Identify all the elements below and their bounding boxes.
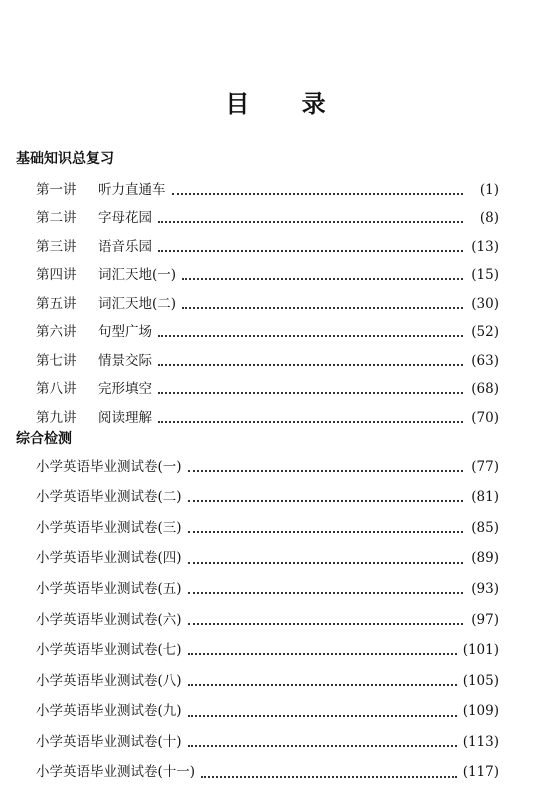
dot-leader (158, 249, 463, 252)
toc-entry[interactable] (0, 233, 551, 262)
lecture-number: 第六讲 (36, 324, 77, 340)
toc-entry[interactable] (0, 727, 551, 758)
toc-entry[interactable] (0, 205, 551, 234)
dot-leader (188, 561, 463, 564)
entry-title: 字母花园 (98, 210, 152, 226)
page-number: (68) (471, 381, 499, 397)
page-number: (89) (471, 550, 499, 567)
page-number: (15) (471, 267, 499, 283)
lecture-number: 第八讲 (36, 381, 77, 397)
page-number: (81) (471, 489, 499, 506)
dot-leader (158, 334, 463, 337)
dot-leader (182, 277, 463, 280)
dot-leader (188, 530, 463, 533)
dot-leader (188, 469, 463, 472)
dot-leader (188, 683, 457, 686)
page-number: (109) (462, 703, 499, 720)
entry-title: 词汇天地(二) (98, 295, 177, 312)
dot-leader (158, 420, 463, 423)
page-number: (1) (479, 181, 499, 198)
entry-title: 听力直通车 (98, 181, 166, 198)
lecture-number: 第二讲 (36, 210, 77, 226)
toc-entry[interactable] (0, 347, 551, 376)
page-number: (105) (462, 672, 499, 689)
dot-leader (188, 499, 463, 502)
toc-list-basic-review (0, 176, 551, 433)
dot-leader (188, 591, 463, 594)
dot-leader (188, 652, 457, 655)
page-number: (85) (471, 519, 499, 536)
page-number: (93) (471, 580, 499, 597)
dot-leader (188, 714, 457, 717)
lecture-number: 第五讲 (36, 295, 77, 312)
dot-leader (158, 220, 463, 223)
entry-title: 语音乐园 (98, 238, 152, 255)
page-number: (13) (471, 238, 499, 255)
dot-leader (182, 306, 463, 309)
toc-entry[interactable] (0, 319, 551, 348)
toc-entry[interactable] (0, 574, 551, 605)
dot-leader (172, 192, 464, 195)
toc-entry[interactable] (0, 605, 551, 636)
lecture-number: 第七讲 (36, 352, 77, 369)
page-number: (113) (462, 733, 499, 750)
toc-entry[interactable] (0, 758, 551, 789)
entry-title: 词汇天地(一) (98, 267, 177, 283)
lecture-number: 第三讲 (36, 238, 77, 255)
toc-entry[interactable] (0, 483, 551, 514)
toc-entry[interactable] (0, 697, 551, 728)
page-number: (101) (462, 642, 499, 659)
page-number: (52) (471, 324, 499, 340)
entry-title: 完形填空 (98, 381, 152, 397)
entry-title: 小学英语毕业测试卷(四) (36, 550, 182, 567)
page-number: (63) (471, 352, 499, 369)
entry-title: 小学英语毕业测试卷(七) (36, 642, 182, 659)
toc-entry[interactable] (0, 544, 551, 575)
toc-list-comprehensive-test (0, 452, 551, 789)
toc-entry[interactable] (0, 513, 551, 544)
entry-title: 阅读理解 (98, 409, 152, 426)
toc-entry[interactable] (0, 452, 551, 483)
dot-leader (158, 363, 463, 366)
entry-title: 小学英语毕业测试卷(九) (36, 703, 182, 720)
entry-title: 小学英语毕业测试卷(三) (36, 519, 182, 536)
page-number: (117) (462, 764, 499, 781)
lecture-number: 第一讲 (36, 181, 77, 198)
entry-title: 小学英语毕业测试卷(六) (36, 611, 182, 628)
entry-title: 情景交际 (98, 352, 152, 369)
entry-title: 小学英语毕业测试卷(八) (36, 672, 182, 689)
section-heading-basic-review: 基础知识总复习 (16, 151, 114, 167)
page-number: (77) (471, 458, 499, 475)
toc-entry[interactable] (0, 404, 551, 433)
toc-entry[interactable] (0, 290, 551, 319)
dot-leader (201, 775, 457, 778)
page-title: 目 录 (225, 90, 348, 118)
entry-title: 小学英语毕业测试卷(十一) (36, 764, 196, 781)
entry-title: 小学英语毕业测试卷(一) (36, 458, 182, 475)
toc-entry[interactable] (0, 176, 551, 205)
toc-entry[interactable] (0, 262, 551, 291)
page-number: (70) (471, 409, 499, 426)
entry-title: 小学英语毕业测试卷(五) (36, 580, 182, 597)
dot-leader (158, 391, 463, 394)
toc-entry[interactable] (0, 666, 551, 697)
page-number: (8) (479, 210, 499, 226)
entry-title: 小学英语毕业测试卷(十) (36, 733, 182, 750)
page-number: (97) (471, 611, 499, 628)
toc-entry[interactable] (0, 636, 551, 667)
entry-title: 小学英语毕业测试卷(二) (36, 489, 182, 506)
lecture-number: 第四讲 (36, 267, 77, 283)
dot-leader (188, 622, 463, 625)
entry-title: 句型广场 (98, 324, 152, 340)
lecture-number: 第九讲 (36, 409, 77, 426)
section-heading-comprehensive-test: 综合检测 (16, 431, 72, 447)
toc-entry[interactable] (0, 376, 551, 405)
dot-leader (188, 744, 457, 747)
page-number: (30) (471, 295, 499, 312)
